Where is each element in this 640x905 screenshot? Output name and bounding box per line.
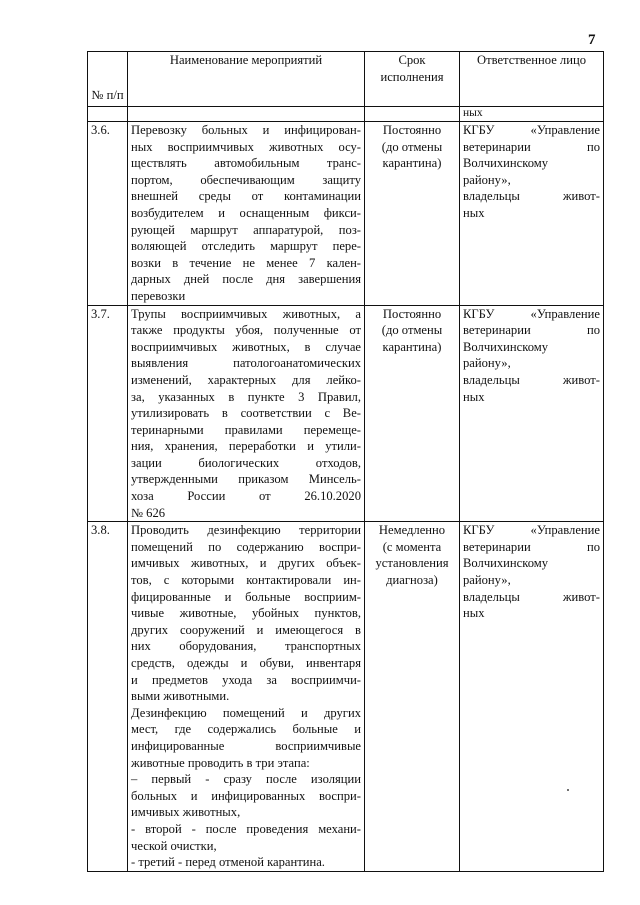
page-number: 7	[588, 32, 596, 48]
term-text	[365, 522, 460, 871]
term-text	[365, 122, 460, 306]
responsible-line: КГБУ «Управление	[463, 123, 600, 137]
table-header-row	[88, 52, 604, 107]
measure-text-line: восприимчивых животных, в случае	[131, 339, 361, 354]
measure-text-line: имчивых животных, и других объек-	[131, 556, 361, 571]
measure-text-line: средств, одежды и обуви, инвентаря	[131, 656, 361, 670]
measure-text-line: Дезинфекцию помещений и других	[131, 705, 361, 720]
header-num: № п/п	[88, 52, 128, 107]
header-responsible: Ответственное лицо	[460, 52, 604, 107]
responsible-line: Волчихинскому	[463, 556, 549, 571]
measure-text-line: Трупы восприимчивых животных, а	[131, 306, 361, 321]
measure-text-line: инфицированные восприимчивые	[131, 738, 361, 753]
table-row	[88, 305, 604, 522]
term-line: (до отмены	[381, 139, 443, 154]
term-line: карантина)	[382, 339, 442, 354]
measure-text-line: рующей маршрут аппаратурой, поз-	[131, 222, 361, 237]
measure-text-line: - второй - после проведения механи-	[131, 821, 361, 836]
responsible-line: владельцы живот-	[463, 189, 600, 204]
measure-text-line: тов, с которыми контактировали ин-	[131, 573, 361, 588]
table-body	[88, 122, 604, 872]
measure-text-line: Перевозку больных и инфицирован-	[131, 123, 361, 137]
responsible-line: Волчихинскому	[463, 156, 549, 171]
measure-text	[128, 522, 365, 871]
measure-text-line: имчивых животных,	[131, 805, 241, 820]
measure-text-line: возки в течение не менее 7 кален-	[131, 255, 361, 270]
measure-text-line: хоза России от 26.10.2020	[131, 489, 361, 504]
scan-speck	[567, 789, 569, 791]
measure-text-line: дарных дней после дня завершения	[131, 272, 361, 287]
measure-text-line: утилизировать в соответствии с Ве-	[131, 406, 361, 421]
measure-text-line: № 626	[131, 505, 166, 520]
continuation-text: ных	[460, 107, 604, 122]
responsible-line: ветеринарии по	[463, 539, 600, 554]
measure-text-line: выявления патологоанатомических	[131, 356, 361, 371]
responsible-line: КГБУ «Управление	[463, 523, 600, 538]
responsible-line: району»,	[463, 172, 511, 187]
responsible-line: ветеринарии по	[463, 323, 600, 338]
responsible-line: КГБУ «Управление	[463, 306, 600, 321]
responsible-text	[460, 522, 604, 871]
measure-text-line: чивые животные, убойных пунктов,	[131, 606, 361, 621]
measure-text-line: больных и инфицированных воспри-	[131, 788, 361, 803]
measure-text-line: фицированные и больные восприим-	[131, 589, 361, 604]
measure-text-line: воляющей отследить маршрут пере-	[131, 239, 361, 254]
responsible-line: ветеринарии по	[463, 139, 600, 154]
measure-text-line: помещений по содержанию воспри-	[131, 539, 361, 554]
term-line: Постоянно	[382, 306, 442, 321]
term-line: (до отмены	[381, 323, 443, 338]
measure-text-line: ния, хранения, переработки и утили-	[131, 439, 361, 454]
header-name: Наименование мероприятий	[128, 52, 365, 107]
measure-text-line: внешней среды от контаминации	[131, 189, 361, 204]
measure-text-line: портом, обеспечивающим защиту	[131, 172, 361, 187]
measure-text-line: - третий - перед отменой карантина.	[131, 855, 325, 870]
row-number: 3.7.	[88, 305, 128, 522]
measure-text-line: за, указанных в пункте 3 Правил,	[131, 389, 361, 404]
measure-text-line: изменений, характерных для лейко-	[131, 372, 361, 387]
measure-text-line: выми животными.	[131, 689, 230, 704]
measure-text-line: них оборудования, транспортных	[131, 639, 361, 654]
term-line: Постоянно	[382, 123, 442, 137]
measure-text-line: утвержденными приказом Минсель-	[131, 472, 361, 487]
measure-text-line: – первый - сразу после изоляции	[131, 772, 361, 787]
table-row	[88, 522, 604, 871]
responsible-line: владельцы живот-	[463, 372, 600, 387]
measure-text-line: ществлять автомобильным транс-	[131, 156, 361, 171]
measure-text-line: ных восприимчивых животных осу-	[131, 139, 361, 154]
responsible-line: ных	[463, 389, 485, 404]
measure-text-line: теринарными правилами перемеще-	[131, 422, 361, 437]
row-number: 3.6.	[88, 122, 128, 306]
continuation-row	[88, 107, 604, 122]
responsible-line: району»,	[463, 573, 511, 588]
term-line: установления	[375, 556, 449, 571]
measure-text	[128, 122, 365, 306]
table-row	[88, 122, 604, 306]
measure-text-line: мест, где содержались больные и	[131, 722, 361, 737]
row-number: 3.8.	[88, 522, 128, 871]
responsible-line: Волчихинскому	[463, 339, 549, 354]
measure-text-line: животные проводить в три этапа:	[131, 755, 310, 770]
responsible-text	[460, 305, 604, 522]
responsible-line: району»,	[463, 356, 511, 371]
measure-text-line: также продукты убоя, полученные от	[131, 323, 361, 338]
measure-text-line: зации биологических отходов,	[131, 455, 361, 470]
responsible-line: владельцы живот-	[463, 589, 600, 604]
term-line: диагноза)	[386, 573, 438, 588]
header-term: Срок исполнения	[365, 52, 460, 107]
term-text	[365, 305, 460, 522]
term-line: карантина)	[382, 156, 442, 171]
measure-text-line: перевозки	[131, 288, 186, 303]
measure-text-line: Проводить дезинфекцию территории	[131, 523, 361, 538]
term-line: (с момента	[382, 539, 442, 554]
responsible-text	[460, 122, 604, 306]
term-line: Немедленно	[378, 523, 446, 538]
measure-text-line: возбудителем и оснащенным фикси-	[131, 205, 361, 220]
responsible-line: ных	[463, 606, 485, 621]
measure-text-line: ческой очистки,	[131, 838, 217, 853]
measure-text-line: других сооружений и имеющегося в	[131, 622, 361, 637]
measure-text	[128, 305, 365, 522]
measure-text-line: и предметов ухода за восприимчи-	[131, 672, 361, 687]
responsible-line: ных	[463, 205, 485, 220]
measures-table	[87, 51, 604, 872]
